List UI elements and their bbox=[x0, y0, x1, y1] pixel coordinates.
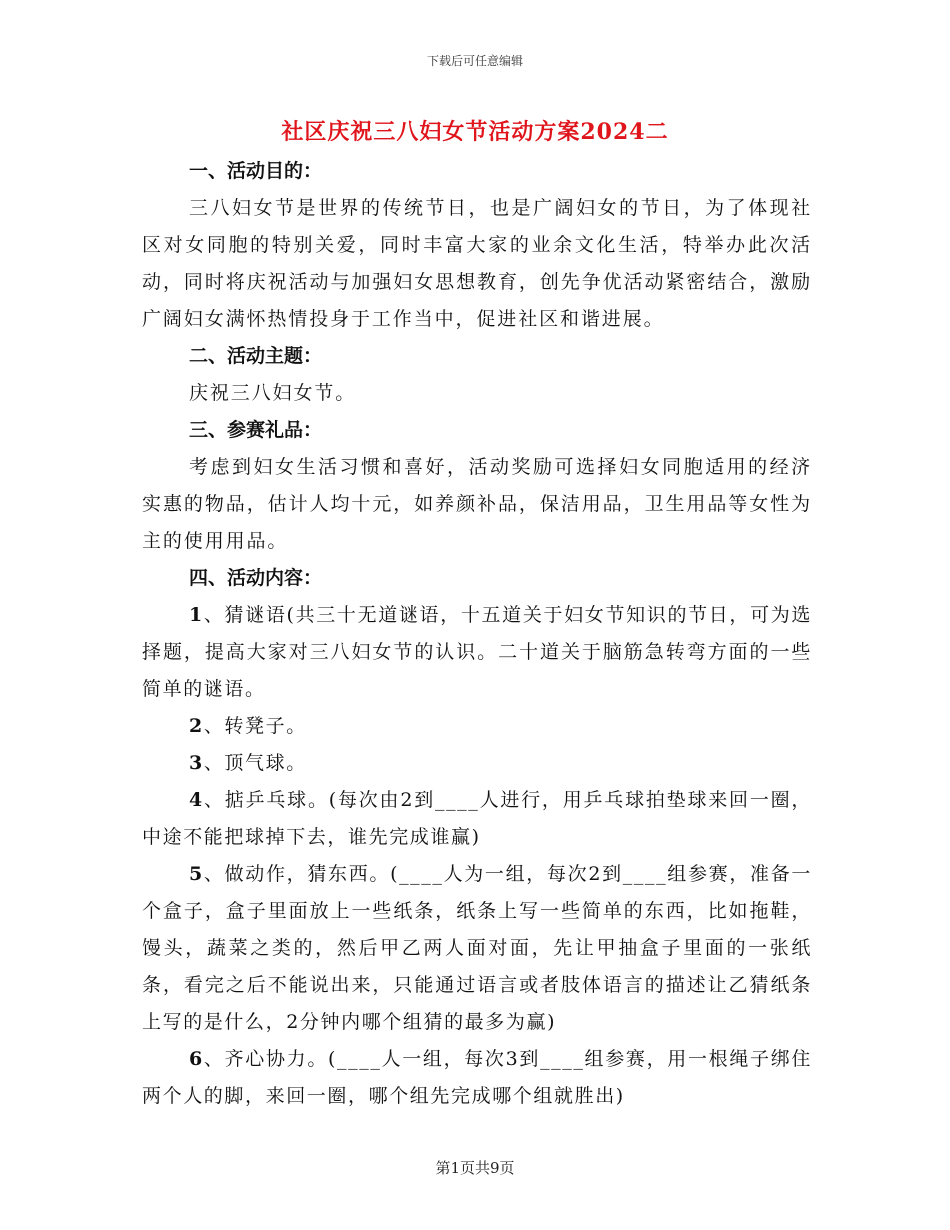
list-item bbox=[142, 597, 812, 708]
item-text: 、顶气球。 bbox=[203, 752, 307, 774]
item-number: 4 bbox=[189, 789, 204, 811]
section-heading-content: 四、活动内容： bbox=[189, 567, 323, 589]
document-body bbox=[142, 153, 812, 1115]
list-item bbox=[142, 782, 812, 856]
section-heading-purpose: 一、活动目的： bbox=[189, 160, 323, 182]
item-text: 、掂乒乓球。(每次由2到____人进行，用乒乓球拍垫球来回一圈，中途不能把球掉下去，谁先完成谁赢) bbox=[142, 789, 812, 848]
list-item bbox=[142, 745, 812, 782]
section-heading-theme: 二、活动主题： bbox=[189, 345, 323, 367]
item-number: 5 bbox=[189, 863, 204, 885]
paragraph-prizes: 考虑到妇女生活习惯和喜好，活动奖励可选择妇女同胞适用的经济实惠的物品，估计人均十元，如养颜补品，保洁用品，卫生用品等女性为主的使用用品。 bbox=[142, 456, 812, 552]
list-item bbox=[142, 856, 812, 1041]
document-title: 社区庆祝三八妇女节活动方案2024二 bbox=[281, 119, 669, 145]
page-header: 下载后可任意编辑 bbox=[426, 54, 523, 68]
item-text: 、猜谜语(共三十无道谜语，十五道关于妇女节知识的节日，可为选择题，提高大家对三八妇女节的认识。二十道关于脑筋急转弯方面的一些简单的谜语。 bbox=[142, 604, 812, 700]
paragraph-purpose: 三八妇女节是世界的传统节日，也是广阔妇女的节日，为了体现社区对女同胞的特别关爱，同时丰富大家的业余文化生活，特举办此次活动，同时将庆祝活动与加强妇女思想教育，创先争优活动紧密结合，激励广阔妇女满怀热情投身于工作当中，促进社区和谐进展。 bbox=[142, 197, 812, 330]
item-text: 、齐心协力。(____人一组，每次3到____组参赛，用一根绳子绑住两个人的脚，来回一圈，哪个组先完成哪个组就胜出) bbox=[142, 1048, 812, 1107]
paragraph-theme: 庆祝三八妇女节。 bbox=[189, 382, 357, 404]
list-item bbox=[142, 708, 812, 745]
list-item bbox=[142, 1041, 812, 1115]
item-number: 3 bbox=[189, 752, 204, 774]
section-heading-prizes: 三、参赛礼品： bbox=[189, 419, 323, 441]
item-number: 2 bbox=[189, 715, 204, 737]
page-footer: 第1页共9页 bbox=[435, 1159, 515, 1177]
item-text: 、做动作，猜东西。(____人为一组，每次2到____组参赛，准备一个盒子，盒子里面放上一些纸条，纸条上写一些简单的东西，比如拖鞋，馒头，蔬菜之类的，然后甲乙两人面对面，先让甲抽盒子里面的一张纸条，看完之后不能说出来，只能通过语言或者肢体语言的描述让乙猜纸条上写的是什么，2分钟内哪个组猜的最多为赢) bbox=[142, 863, 812, 1033]
item-text: 、转凳子。 bbox=[203, 715, 307, 737]
item-number: 1 bbox=[189, 604, 204, 626]
item-number: 6 bbox=[189, 1048, 204, 1070]
